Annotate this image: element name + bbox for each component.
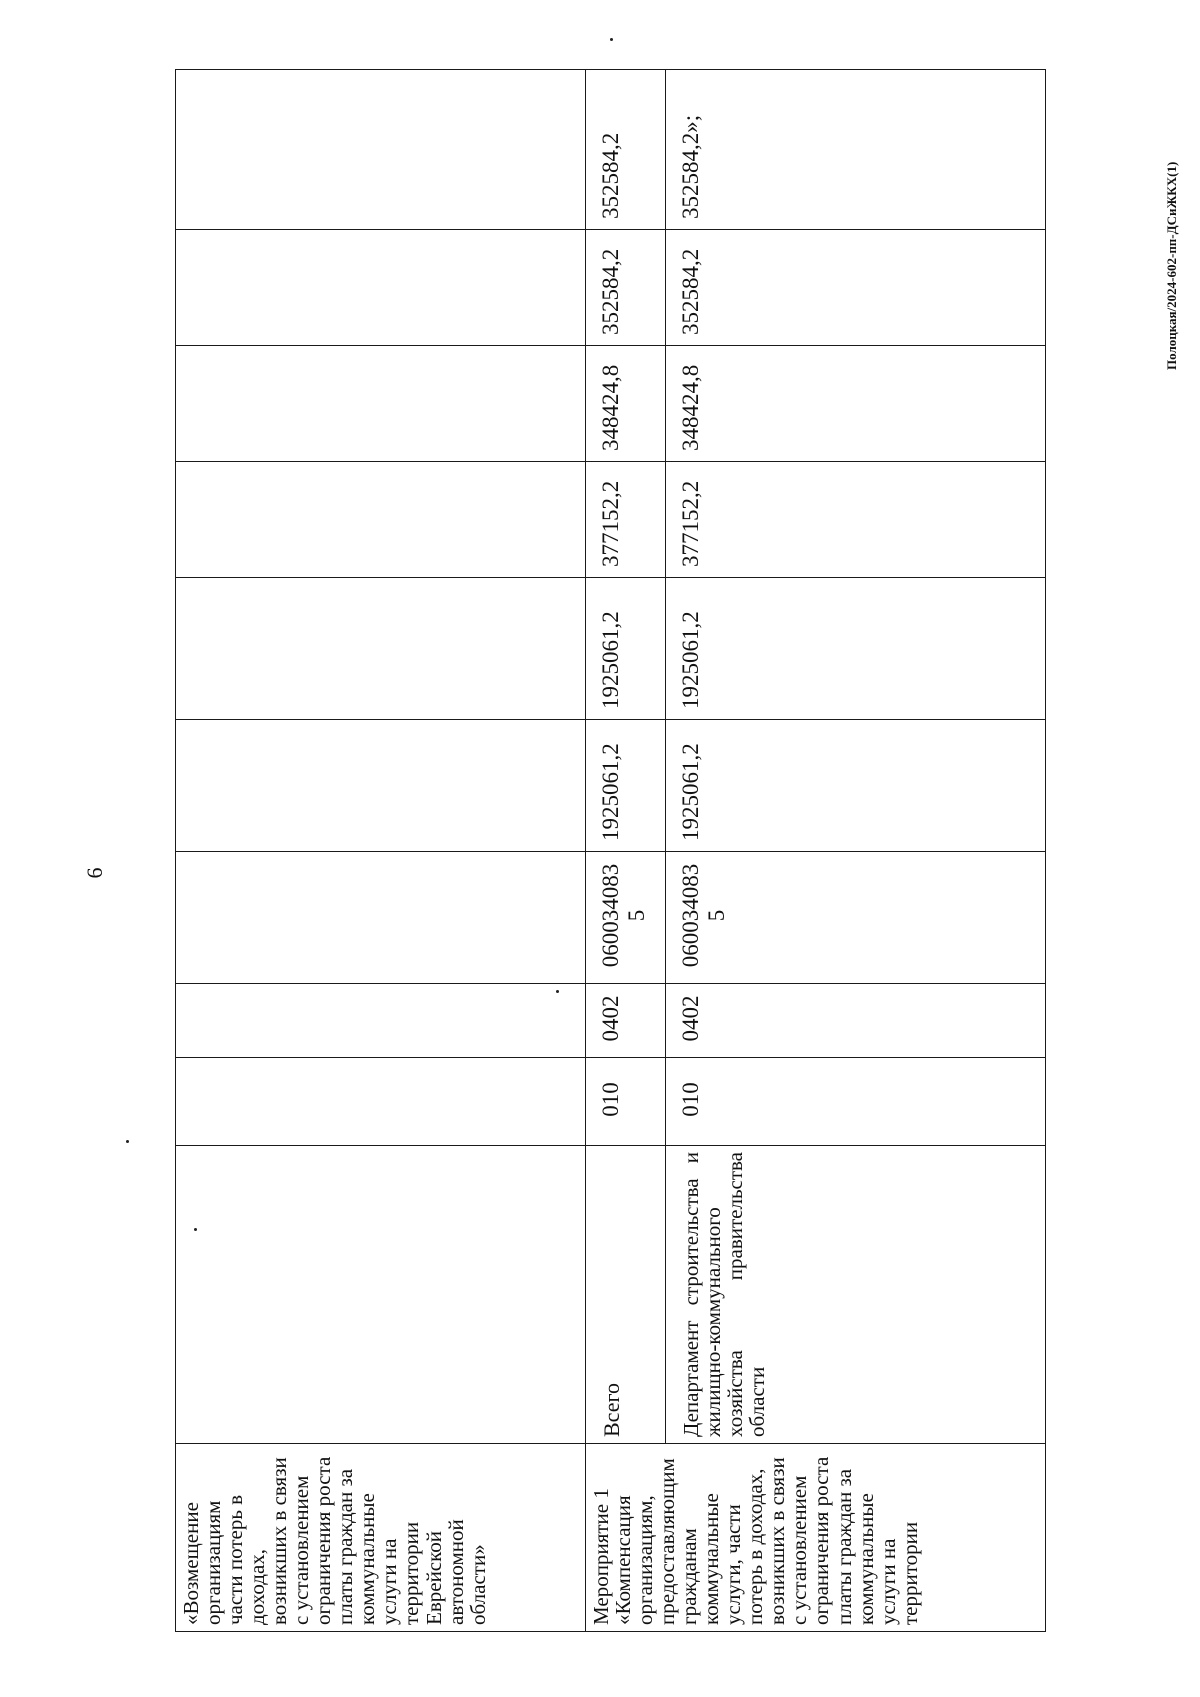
csr-cell: [176, 852, 586, 984]
scan-speck: [610, 38, 613, 41]
total-cell: [176, 720, 586, 852]
year-cell: 377152,2: [586, 462, 666, 578]
table-row: [176, 70, 586, 1632]
table-row: [666, 70, 1046, 1632]
total-cell: 1925061,2: [586, 720, 666, 852]
year-cell: 377152,2: [666, 462, 1046, 578]
year-cell: [176, 462, 586, 578]
csr-cell: 060034083 5: [586, 852, 666, 984]
year-cell: [176, 578, 586, 720]
year-cell: 352584,2»;: [666, 70, 1046, 230]
program-name-cell: «Возмещение организациям части потерь в доходах, возникших в связи с установлением ограничения роста платы граждан за коммунальные услуги на территории Еврейской автономной области»: [176, 1444, 586, 1632]
measure-name-cell: Мероприятие 1 «Компенсация организациям, предоставляющим гражданам коммунальные услуги, части потерь в доходах, возникших в связи с установлением ограничения роста платы граждан за коммунальные услуги на территории: [586, 1444, 1046, 1632]
year-cell: [176, 346, 586, 462]
page-number: 6: [82, 867, 107, 879]
year-cell: [176, 230, 586, 346]
budget-table-rotated: [175, 70, 1045, 1632]
rzpr-cell: 0402: [586, 984, 666, 1058]
year-cell: 1925061,2: [666, 578, 1046, 720]
year-cell: 348424,8: [666, 346, 1046, 462]
year-cell: 352584,2: [586, 230, 666, 346]
year-cell: 352584,2: [666, 230, 1046, 346]
grbs-cell: 010: [666, 1058, 1046, 1146]
year-cell: [176, 70, 586, 230]
rzpr-cell: 0402: [666, 984, 1046, 1058]
year-cell: 352584,2: [586, 70, 666, 230]
year-cell: 1925061,2: [586, 578, 666, 720]
executor-cell: [176, 1146, 586, 1444]
total-cell: 1925061,2: [666, 720, 1046, 852]
year-cell: 348424,8: [586, 346, 666, 462]
scan-speck: [126, 1140, 129, 1143]
table-row: [586, 70, 666, 1632]
grbs-cell: [176, 1058, 586, 1146]
rzpr-cell: [176, 984, 586, 1058]
executor-department-cell: [666, 1146, 1046, 1444]
csr-cell: 060034083 5: [666, 852, 1046, 984]
department-name: Департамент строительства и жилищно-коммунального хозяйства правительства области: [679, 1152, 770, 1437]
budget-table: [175, 69, 1046, 1632]
executor-total-cell: Всего: [586, 1146, 666, 1444]
document-code-text: Полоцкая/2024-602-пп-ДСиЖКХ(1): [1164, 161, 1179, 370]
grbs-cell: 010: [586, 1058, 666, 1146]
